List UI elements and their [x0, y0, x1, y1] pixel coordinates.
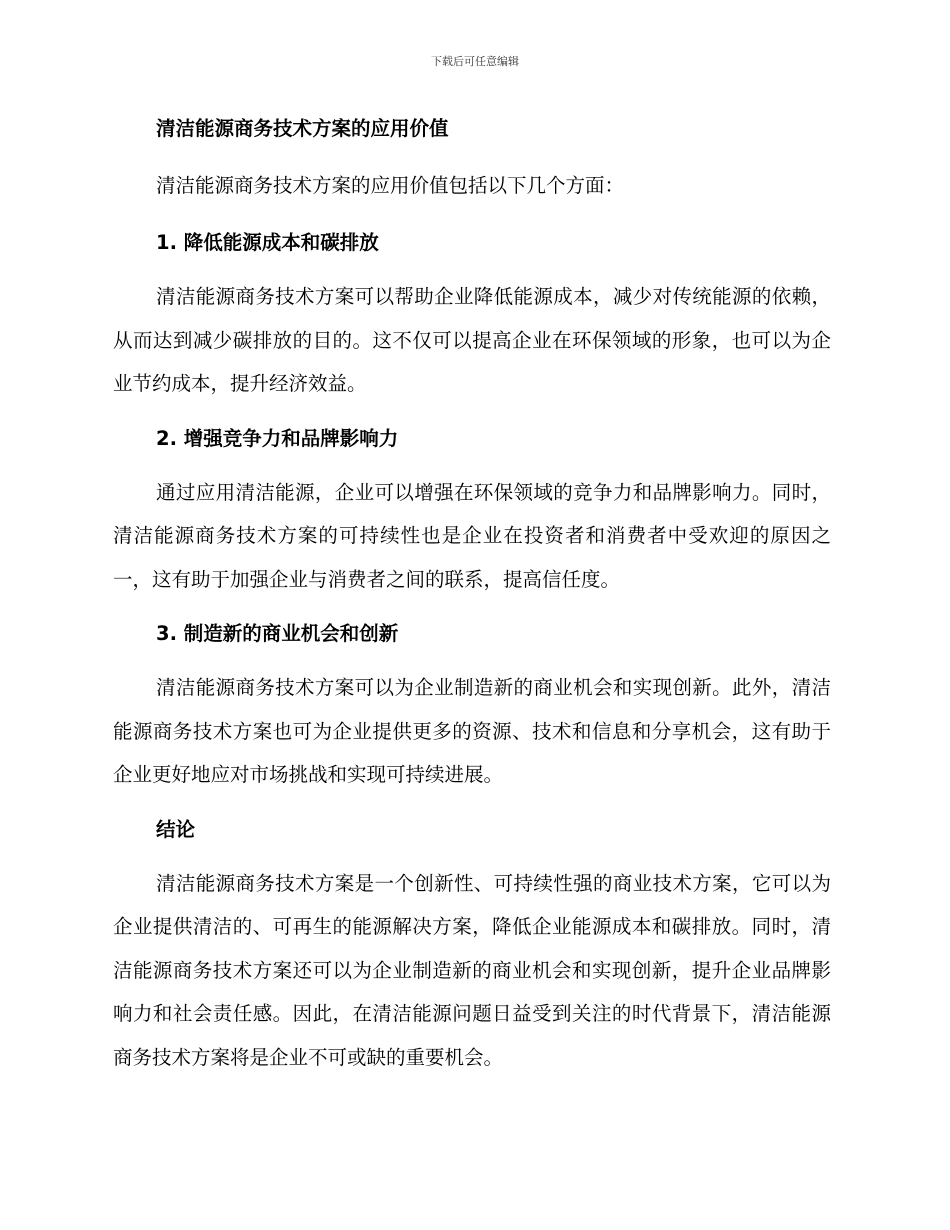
document-title: 清洁能源商务技术方案的应用价值 [156, 117, 449, 140]
conclusion-heading: 结论 [156, 817, 196, 841]
document-body [113, 114, 831, 1079]
page-header: 下载后可任意编辑 [431, 55, 519, 68]
section-heading-1: 1. 降低能源成本和碳排放 [156, 231, 379, 254]
section-body-3: 清洁能源商务技术方案可以为企业制造新的商业机会和实现创新。此外，清洁能源商务技术方案也可为企业提供更多的资源、技术和信息和分享机会，这有助于企业更好地应对市场挑战和实现可持续进展。 [113, 676, 831, 786]
section-heading-2: 2. 增强竞争力和品牌影响力 [156, 426, 399, 450]
conclusion-body: 清洁能源商务技术方案是一个创新性、可持续性强的商业技术方案，它可以为企业提供清洁的、可再生的能源解决方案，降低企业能源成本和碳排放。同时，清洁能源商务技术方案还可以为企业制造新的商业机会和实现创新，提升企业品牌影响力和社会责任感。因此，在清洁能源问题日益受到关注的时代背景下，清洁能源商务技术方案将是企业不可或缺的重要机会。 [113, 871, 831, 1069]
intro-paragraph: 清洁能源商务技术方案的应用价值包括以下几个方面： [156, 174, 625, 197]
section-heading-3: 3. 制造新的商业机会和创新 [156, 622, 399, 645]
section-body-1: 清洁能源商务技术方案可以帮助企业降低能源成本，减少对传统能源的依赖，从而达到减少碳排放的目的。这不仅可以提高企业在环保领域的形象，也可以为企业节约成本，提升经济效益。 [113, 285, 831, 395]
section-body-2: 通过应用清洁能源，企业可以增强在环保领域的竞争力和品牌影响力。同时，清洁能源商务技术方案的可持续性也是企业在投资者和消费者中受欢迎的原因之一，这有助于加强企业与消费者之间的联系，提高信任度。 [113, 480, 831, 591]
